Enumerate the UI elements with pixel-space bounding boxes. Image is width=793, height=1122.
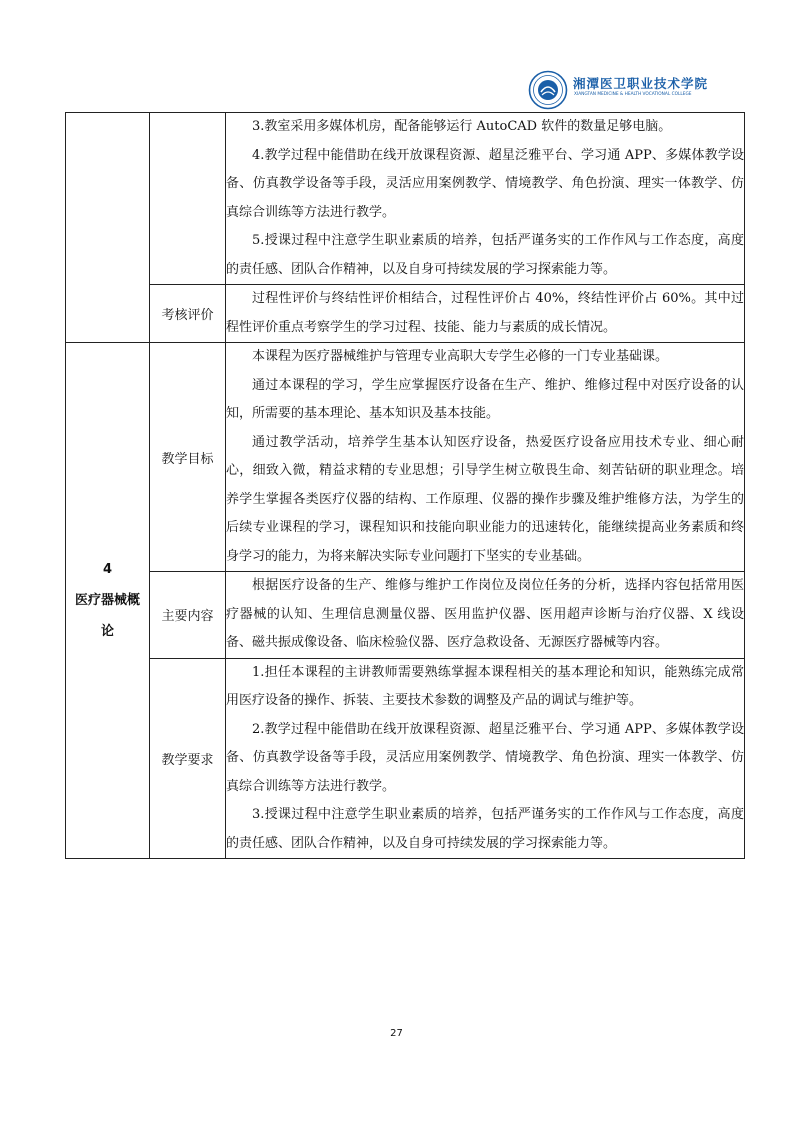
objectives-label: 教学目标 [150,343,226,572]
paragraph: 5.授课过程中注意学生职业素质的培养，包括严谨务实的工作作风与工作态度，高度的责任感、团队合作精神，以及自身可持续发展的学习探索能力等。 [226,233,744,277]
course-number: 4 [102,562,113,577]
content-body [226,572,745,659]
paragraph: 根据医疗设备的生产、维修与维护工作岗位及岗位任务的分析，选择内容包括常用医疗器械的认知、生理信息测量仪器、医用监护仪器、医用超声诊断与治疗仪器、X 线设备、磁共振成像设备、临床检验仪器、医疗急救设备、无源医疗器械等内容。 [226,578,744,650]
requirements-body [226,658,745,859]
prev-course-cell [66,113,150,343]
page-number: 27 [390,1028,403,1039]
paragraph: 1.担任本课程的主讲教师需要熟练掌握本课程相关的基本理论和知识，能熟练完成常用医疗设备的操作、拆装、主要技术参数的调整及产品的调试与维护等。 [226,664,744,708]
paragraph: 通过本课程的学习，学生应掌握医疗设备在生产、维护、维修过程中对医疗设备的认知，所需要的基本理论、基本知识及基本技能。 [226,377,744,421]
paragraph: 本课程为医疗器械维护与管理专业高职大专学生必修的一门专业基础课。 [252,349,669,364]
course-name-line-1: 医疗器械概 [74,593,140,608]
prev-requirements-body [226,113,745,285]
table-row-assessment [66,285,745,343]
assessment-label: 考核评价 [150,285,226,343]
college-header [528,70,728,110]
requirements-label: 教学要求 [150,658,226,859]
college-name: 湘潭医卫职业技术学院 [573,76,709,91]
paragraph: 3.授课过程中注意学生职业素质的培养，包括严谨务实的工作作风与工作态度，高度的责任感、团队合作精神，以及自身可持续发展的学习探索能力等。 [226,807,744,851]
course-4-cell [66,343,150,859]
assessment-body [226,285,745,343]
objectives-body [226,343,745,572]
table-row-requirements [66,658,745,859]
college-name-english: XIANGTAN MEDICINE & HEALTH VOCATIONAL COLLEGE [574,92,692,97]
paragraph: 4.教学过程中能借助在线开放课程资源、超星泛雅平台、学习通 APP、多媒体教学设备、仿真教学设备等手段，灵活应用案例教学、情境教学、角色扮演、理实一体教学、仿真综合训练等方法进行教学。 [226,147,744,220]
paragraph: 过程性评价与终结性评价相结合，过程性评价占 40%，终结性评价占 60%。其中过程性评价重点考察学生的学习过程、技能、能力与素质的成长情况。 [226,291,744,335]
paragraph: 通过教学活动，培养学生基本认知医疗设备，热爱医疗设备应用技术专业、细心耐心，细致入微，精益求精的专业思想；引导学生树立敬畏生命、刻苦钻研的职业理念。培养学生掌握各类医疗仪器的结构、工作原理、仪器的操作步骤及维护维修方法，为学生的后续专业课程的学习，课程知识和技能向职业能力的迅速转化，能继续提高业务素质和终身学习的能力，为将来解决实际专业问题打下坚实的专业基础。 [226,434,744,564]
prev-requirements-label-cell [150,113,226,285]
course-name-line-2: 论 [100,624,114,639]
college-logo-icon [528,70,568,110]
table-row-content [66,572,745,659]
table-row-objectives [66,343,745,572]
course-table [65,112,745,859]
paragraph: 3.教室采用多媒体机房，配备能够运行 AutoCAD 软件的数量足够电脑。 [252,119,672,134]
table-row-prev-requirements [66,113,745,285]
paragraph: 2.教学过程中能借助在线开放课程资源、超星泛雅平台、学习通 APP、多媒体教学设备、仿真教学设备等手段，灵活应用案例教学、情境教学、角色扮演、理实一体教学、仿真综合训练等方法进行教学。 [226,721,744,794]
content-label: 主要内容 [150,572,226,659]
